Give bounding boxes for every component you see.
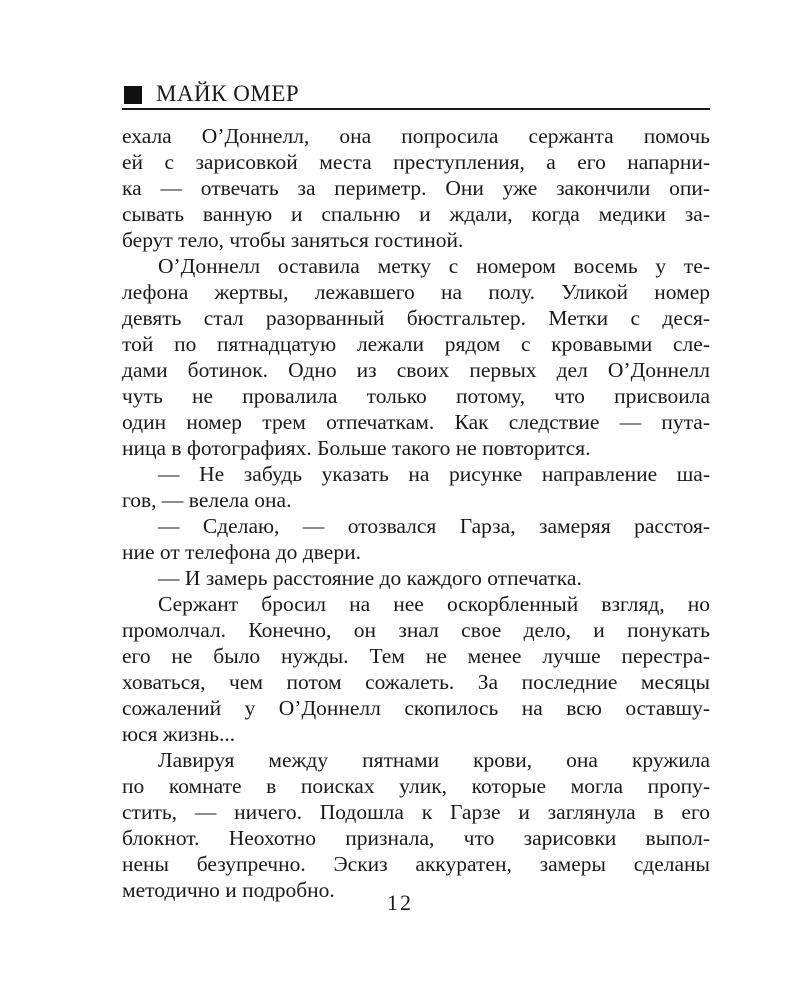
- text-line: ехала О’Доннелл, она попросила сержанта помочь: [122, 124, 710, 148]
- text-line: — И замерь расстояние до каждого отпечатка.: [158, 566, 582, 590]
- text-line: блокнот. Неохотно признала, что зарисовки выпол-: [122, 826, 710, 850]
- text-line: ховаться, чем потом сожалеть. За последние месяцы: [122, 670, 710, 694]
- text-line: его не было нужды. Тем не менее лучше перестра-: [122, 644, 710, 668]
- text-line: ние от телефона до двери.: [122, 540, 361, 564]
- text-line: промолчал. Конечно, он знал свое дело, и понукать: [122, 618, 710, 642]
- text-line: девять стал разорванный бюстгальтер. Метки с деся-: [122, 306, 710, 330]
- text-line: ей с зарисовкой места преступления, а его напарни-: [122, 150, 710, 174]
- header-author-name: МАЙК ОМЕР: [156, 81, 300, 106]
- text-line: юся жизнь...: [122, 722, 236, 746]
- text-line: — Сделаю, — отозвался Гарза, замеряя расстоя-: [158, 514, 710, 538]
- text-line: — Не забудь указать на рисунке направление ша-: [158, 462, 710, 486]
- text-line: методично и подробно.: [122, 878, 335, 902]
- text-line: берут тело, чтобы заняться гостиной.: [122, 228, 464, 252]
- text-line: О’Доннелл оставила метку с номером восемь у те-: [158, 254, 710, 278]
- text-line: нены безупречно. Эскиз аккуратен, замеры сделаны: [122, 852, 710, 876]
- text-line: сывать ванную и спальню и ждали, когда медики за-: [122, 202, 710, 226]
- text-line: чуть не провалила только потому, что присвоила: [122, 384, 710, 408]
- page-number: 12: [387, 890, 413, 915]
- text-line: сожалений у О’Доннелл скопилось на всю оставшу-: [122, 696, 710, 720]
- text-line: Сержант бросил на нее оскорбленный взгляд, но: [158, 592, 710, 616]
- text-line: дами ботинок. Одно из своих первых дел О’Доннелл: [122, 358, 710, 382]
- body-text: [122, 123, 710, 903]
- header-square-marker: [124, 86, 142, 104]
- text-line: ка — отвечать за периметр. Они уже закончили опи-: [122, 176, 710, 200]
- text-line: ница в фотографиях. Больше такого не повторится.: [122, 436, 591, 460]
- text-line: лефона жертвы, лежавшего на полу. Уликой номер: [122, 280, 710, 304]
- text-line: Лавируя между пятнами крови, она кружила: [158, 748, 710, 772]
- text-line: той по пятнадцатую лежали рядом с кровавыми сле-: [122, 332, 710, 356]
- text-line: гов, — велела она.: [122, 488, 292, 512]
- text-line: по комнате в поисках улик, которые могла пропу-: [122, 774, 710, 798]
- text-line: один номер трем отпечаткам. Как следствие — пута-: [122, 410, 710, 434]
- text-line: стить, — ничего. Подошла к Гарзе и заглянула в его: [122, 800, 710, 824]
- running-head: [122, 80, 710, 110]
